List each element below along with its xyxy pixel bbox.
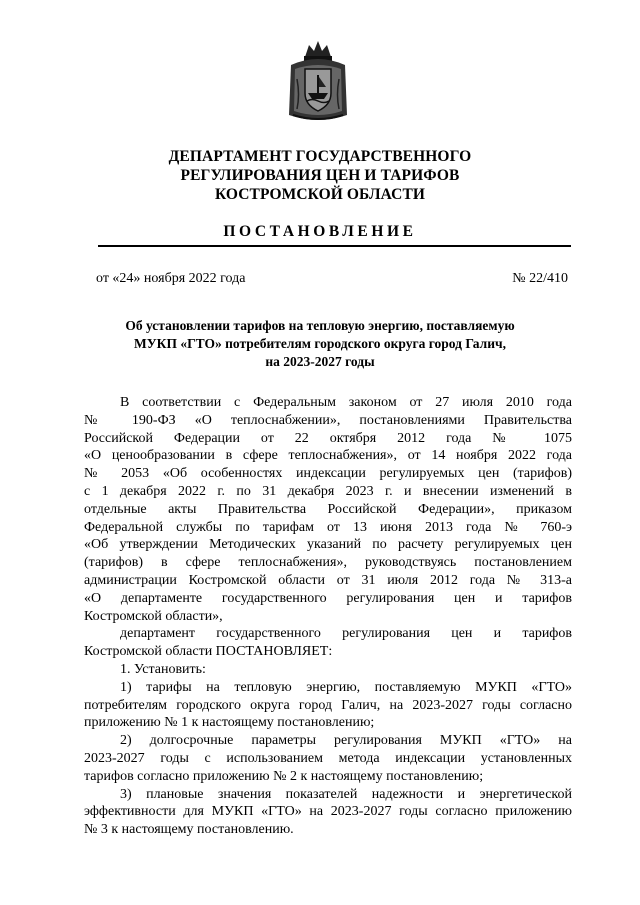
body-line: тарифов согласно приложению № 2 к настоящему постановлению; (84, 768, 484, 784)
body-line: 3) плановые значения показателей надежности и энергетической (120, 786, 572, 802)
department-title (80, 147, 560, 204)
body-line: 1. Установить: (120, 661, 206, 677)
body-line: «О департаменте государственного регулирования цен и тарифов (84, 590, 572, 606)
body-line: 2023-2027 годы с использованием метода индексации установленных (84, 750, 572, 766)
body-line: Федеральной службы по тарифам от 13 июня 2013 года № 760-э (84, 519, 572, 535)
body-line: департамент государственного регулирования цен и тарифов (120, 626, 572, 642)
body-line: 2) долгосрочные параметры регулирования МУКП «ГТО» на (120, 733, 572, 749)
body-line: (тарифов) в сфере теплоснабжения», руководствуясь постановлением (84, 555, 572, 571)
body-line: эффективности для МУКП «ГТО» на 2023-2027 годы согласно приложению (84, 804, 572, 820)
document-type: ПОСТАНОВЛЕНИЕ (223, 223, 417, 240)
kostroma-coat-of-arms-icon (285, 35, 351, 125)
department-line: КОСТРОМСКОЙ ОБЛАСТИ (214, 186, 426, 203)
body-line: Российской Федерации от 22 октября 2012 года № 1075 (84, 430, 572, 446)
body-line: приложению № 1 к настоящему постановлению; (84, 715, 375, 731)
body-line: 1) тарифы на тепловую энергию, поставляемую МУКП «ГТО» (120, 679, 572, 695)
body-line: № 2053 «Об особенностях индексации регулируемых цен (тарифов) (84, 466, 572, 482)
document-date: от «24» ноября 2022 года (96, 271, 246, 286)
subject-line: на 2023-2027 годы (265, 354, 375, 369)
body-line: Костромской области», (84, 608, 223, 624)
body-line: с 1 декабря 2022 г. по 31 декабря 2023 г. и внесении изменений в (84, 483, 572, 499)
body-line: «Об утверждении Методических указаний по расчету регулируемых цен (84, 537, 572, 553)
subject-line: МУКП «ГТО» потребителям городского округа город Галич, (134, 336, 506, 351)
body-line: потребителям городского округа город Галич, на 2023-2027 годы согласно (84, 697, 572, 713)
body-line: «О ценообразовании в сфере теплоснабжения», от 14 ноября 2022 года (84, 448, 572, 464)
body-line: Костромской области ПОСТАНОВЛЯЕТ: (84, 644, 333, 660)
document-subject (70, 317, 570, 371)
subject-line: Об установлении тарифов на тепловую энергию, поставляемую (125, 318, 515, 333)
document-body (84, 394, 572, 839)
body-line: № 190-ФЗ «О теплоснабжении», постановлениями Правительства (84, 412, 572, 428)
body-line: № 3 к настоящему постановлению. (84, 822, 294, 838)
department-line: РЕГУЛИРОВАНИЯ ЦЕН И ТАРИФОВ (180, 167, 460, 184)
body-line: отдельные акты Правительства Российской Федерации», приказом (84, 501, 572, 517)
body-line: В соответствии с Федеральным законом от 27 июля 2010 года (120, 395, 572, 410)
document-number: № 22/410 (512, 271, 568, 286)
header-divider (98, 245, 571, 247)
department-line: ДЕПАРТАМЕНТ ГОСУДАРСТВЕННОГО (168, 148, 472, 165)
body-line: администрации Костромской области от 31 июля 2012 года № 313-а (84, 572, 572, 588)
